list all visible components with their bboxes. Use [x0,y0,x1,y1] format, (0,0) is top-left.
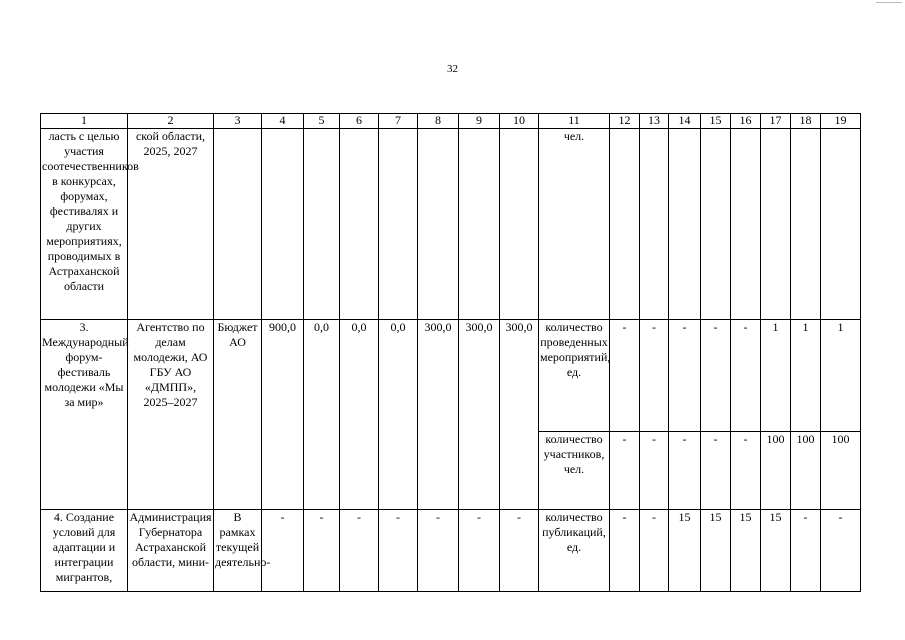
table-row [41,320,861,432]
target-cell: - [610,432,640,510]
target-cell: 15 [701,510,731,592]
target-cell: 15 [731,510,761,592]
target-cell: - [640,320,669,432]
column-header: 3 [214,114,262,129]
target-cell: - [701,320,731,432]
target-cell: 100 [791,432,821,510]
table-row [41,129,861,320]
finance-cell: 900,0 [262,320,304,510]
target-cell [640,129,669,320]
target-cell: - [640,510,669,592]
target-cell [701,129,731,320]
finance-cell [418,129,459,320]
column-header: 6 [340,114,379,129]
column-header: 17 [761,114,791,129]
table-row [41,510,861,592]
target-cell: 100 [821,432,861,510]
finance-cell: - [459,510,500,592]
source-cell: В рамках текущей деятельно- [214,510,262,592]
target-cell: - [731,432,761,510]
target-cell [821,129,861,320]
target-cell [731,129,761,320]
finance-cell: - [262,510,304,592]
target-cell: - [701,432,731,510]
finance-cell [379,129,418,320]
column-header: 12 [610,114,640,129]
finance-cell [262,129,304,320]
column-header: 7 [379,114,418,129]
column-header: 10 [500,114,539,129]
indicator-cell: количество публикаций, ед. [539,510,610,592]
header-row [41,114,861,129]
target-cell: - [669,320,701,432]
target-cell [791,129,821,320]
finance-cell: 0,0 [340,320,379,510]
page-number: 32 [447,63,458,75]
target-cell: - [610,320,640,432]
executor-cell: Агентство по делам молодежи, АО ГБУ АО «ДМПП», 2025–2027 [128,320,214,510]
column-header: 1 [41,114,128,129]
column-header: 11 [539,114,610,129]
finance-cell [459,129,500,320]
target-cell [610,129,640,320]
target-cell: - [791,510,821,592]
column-header: 9 [459,114,500,129]
column-header: 4 [262,114,304,129]
event-cell: 4. Создание условий для адаптации и интеграции мигрантов, [41,510,128,592]
executor-cell: ской области, 2025, 2027 [128,129,214,320]
finance-cell: 300,0 [418,320,459,510]
column-header: 13 [640,114,669,129]
indicator-cell: количество проведенных мероприятий, ед. [539,320,610,432]
plan-table [40,113,861,592]
finance-cell: - [500,510,539,592]
finance-cell: - [340,510,379,592]
event-cell: 3. Международный форум-фестиваль молодежи «Мы за мир» [41,320,128,510]
target-cell: - [669,432,701,510]
target-cell: 100 [761,432,791,510]
indicator-cell: чел. [539,129,610,320]
target-cell: - [640,432,669,510]
column-header: 5 [304,114,340,129]
finance-cell: - [304,510,340,592]
column-header: 16 [731,114,761,129]
column-header: 19 [821,114,861,129]
column-header: 14 [669,114,701,129]
column-header: 2 [128,114,214,129]
column-header: 18 [791,114,821,129]
target-cell: 1 [761,320,791,432]
finance-cell [340,129,379,320]
finance-cell: - [418,510,459,592]
target-cell [669,129,701,320]
target-cell: 15 [761,510,791,592]
corner-mark [876,2,902,3]
target-cell [761,129,791,320]
finance-cell: - [379,510,418,592]
source-cell: Бюджет АО [214,320,262,510]
target-cell: 1 [821,320,861,432]
target-cell: 15 [669,510,701,592]
finance-cell: 0,0 [379,320,418,510]
finance-cell: 300,0 [500,320,539,510]
finance-cell [304,129,340,320]
finance-cell: 300,0 [459,320,500,510]
source-cell [214,129,262,320]
target-cell: - [731,320,761,432]
column-header: 15 [701,114,731,129]
executor-cell: Администрация Губернатора Астраханской области, мини- [128,510,214,592]
target-cell: 1 [791,320,821,432]
target-cell: - [821,510,861,592]
indicator-cell: количество участников, чел. [539,432,610,510]
target-cell: - [610,510,640,592]
finance-cell [500,129,539,320]
column-header: 8 [418,114,459,129]
event-cell: ласть с целью участия соотечественников в конкурсах, форумах, фестивалях и других мероприятиях, проводимых в Астраханской области [41,129,128,320]
finance-cell: 0,0 [304,320,340,510]
